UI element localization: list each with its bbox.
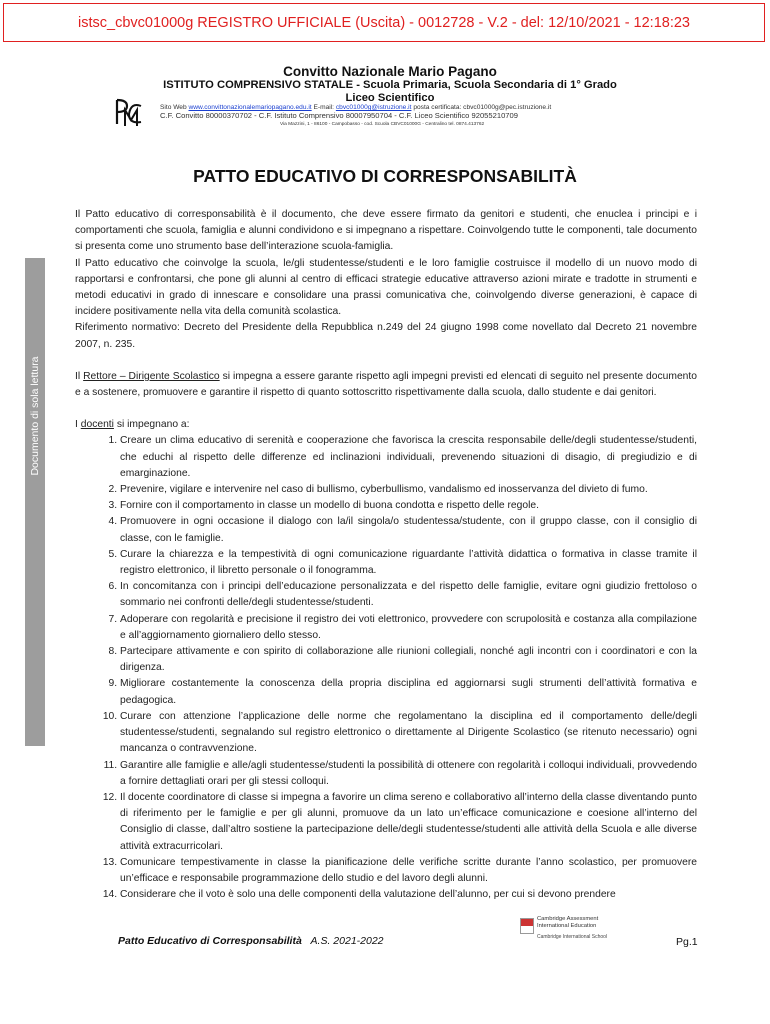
page-number: Pg.1: [676, 936, 698, 948]
docenti-role: docenti: [80, 419, 114, 431]
cambridge-shield-icon: [520, 918, 534, 934]
list-item: 7. Adoperare con regolarità e precisione il registro dei voti elettronico, provvedere con scrupolosità e costanza alla compilazione e all’aggiornamento giornaliero dello stesso.: [120, 612, 697, 644]
web-label: Sito Web: [160, 104, 187, 111]
protocol-stamp-text: istsc_cbvc01000g REGISTRO UFFICIALE (Uscita) - 0012728 - V.2 - del: 12/10/2021 - 12:18:23: [78, 14, 690, 31]
rettore-paragraph: Il Rettore – Dirigente Scolastico si impegna a essere garante rispetto agli impegni previsti ed elencati di seguito nel presente documento e a sostenere, promuovere e garantire il rispetto di quanto sottoscritto rispettivamente dalla scuola, dallo studente e dai genitori.: [75, 370, 697, 399]
docenti-commitments-list: [75, 433, 697, 903]
email-label: E-mail:: [313, 104, 335, 111]
list-item: 2. Prevenire, vigilare e intervenire nel caso di bullismo, cyberbullismo, vandalismo ed inosservanza del divieto di fumo.: [120, 482, 697, 498]
pec-text: posta certificata: cbvc01000g@pec.istruzione.it: [413, 104, 552, 111]
address-line: Via Mazzini, 1 - 86100 - Campobasso - cod. Scuola CBVC01000G - Centralino tel. 0874.413762: [280, 121, 485, 127]
list-item: 11. Garantire alle famiglie e alle/agli studentesse/studenti la possibilità di ottenere con regolarità i colloqui individuali, provvedendo a fornire dettagliati orari per gli stessi colloqui.: [120, 758, 697, 790]
list-item: 9. Migliorare costantemente la conoscenza della propria disciplina ed aggiornarsi sugli strumenti dell’attività formativa e pedagogica.: [120, 676, 697, 708]
footer-year: A.S. 2021-2022: [310, 935, 384, 947]
email-link[interactable]: cbvc01000g@istruzione.it: [335, 104, 412, 111]
document-body: [75, 207, 697, 903]
footer-title: [118, 935, 384, 947]
liceo-name: Liceo Scientifico: [345, 92, 435, 104]
list-item: 6. In concomitanza con i principi dell’educazione personalizzata e del rispetto delle famiglie, evitare ogni giudizio frettoloso o sommario nei confronti delle/degli studentesse/studenti.: [120, 579, 697, 611]
read-only-sidebar: [25, 258, 45, 746]
list-item: 14. Considerare che il voto è solo una delle componenti della valutazione dell’alunno, per cui si devono prendere: [120, 887, 697, 903]
letterhead: [110, 64, 670, 105]
intro-paragraph: Riferimento normativo: Decreto del Presidente della Repubblica n.249 del 24 giugno 1998 come novellato dal Decreto 21 novembre 2007, n. 235.: [75, 322, 697, 350]
footer-doc-name: Patto Educativo di Corresponsabilità: [118, 935, 302, 947]
cambridge-subtitle: Cambridge International School: [537, 934, 608, 940]
list-item: 3. Fornire con il comportamento in classe un modello di buona condotta e rispetto delle regole.: [120, 498, 697, 514]
document-title: PATTO EDUCATIVO DI CORRESPONSABILITÀ: [193, 166, 577, 186]
docenti-heading: I docenti si impegnano a:: [75, 419, 190, 431]
school-logo-icon: [111, 96, 147, 130]
rettore-role: Rettore – Dirigente Scolastico: [83, 370, 220, 382]
cambridge-logo: [520, 916, 630, 946]
read-only-label: Documento di sola lettura: [29, 356, 41, 476]
list-item: 12. Il docente coordinatore di classe si impegna a favorire un clima sereno e collaborativo all’interno della classe diventando punto di riferimento per le famiglie e per gli alunni, promuove da un lato un’efficace comunicazione e coesione all’interno del Consiglio di classe, dall’altro sostiene la partecipazione delle/degli studentesse/studenti alle attività della Scuola e alle diverse attività extracurricolari.: [120, 790, 697, 855]
list-item: 5. Curare la chiarezza e la tempestività di ogni comunicazione riguardante l’attività didattica o formativa in classe tramite il registro elettronico, il libretto personale o il fonogramma.: [120, 547, 697, 579]
list-item: 1. Creare un clima educativo di serenità e cooperazione che favorisca la crescita responsabile delle/degli studentesse/studenti, che educhi al rispetto delle differenze ed inclinazioni individuali, prevenendo situazioni di disagio, di pregiudizio e di emarginazione.: [120, 433, 697, 482]
cambridge-title: Cambridge Assessment International Education: [537, 916, 599, 929]
contact-info: [160, 104, 680, 129]
protocol-stamp: [3, 3, 765, 42]
intro-paragraph: Il Patto educativo di corresponsabilità è il documento, che deve essere firmato da genitori e studenti, che enuclea i principi e i comportamenti che scuola, famiglia e alunni condividono e si impegnano a rispettare. Coinvolgendo tutte le componenti, tale documento si presenta come uno strumento base dell’interazione scuola-famiglia.: [75, 209, 697, 253]
school-name: Convitto Nazionale Mario Pagano: [283, 64, 497, 79]
intro-paragraph: Il Patto educativo che coinvolge la scuola, le/gli studentesse/studenti e le loro famiglie costruisce il modello di un nuovo modo di rapportarsi e confrontarsi, che pone gli alunni al centro di efficaci strategie educative attraverso azioni mirate e tradotte in strumenti e metodi educativi in grado di innescare e consolidare una prassi comunicativa che, coinvolgendo diverse generazioni, è capace di incidere positivamente nella vita della comunità scolastica.: [75, 257, 697, 318]
list-item: 8. Partecipare attivamente e con spirito di collaborazione alle riunioni collegiali, nonché agli incontri con i coordinatori e con la dirigenza.: [120, 644, 697, 676]
website-link[interactable]: www.convittonazionalemariopagano.edu.it: [188, 104, 312, 111]
institute-name: ISTITUTO COMPRENSIVO STATALE - Scuola Primaria, Scuola Secondaria di 1° Grado: [163, 79, 617, 91]
fiscal-codes: C.F. Convitto 80000370702 - C.F. Istituto Comprensivo 80007950704 - C.F. Liceo Scientifico 92055210709: [160, 111, 518, 121]
list-item: 13. Comunicare tempestivamente in classe la pianificazione delle verifiche scritte durante l’anno scolastico, per promuovere un’efficace e responsabile programmazione dello studio e del lavoro degli alunni.: [120, 855, 697, 887]
list-item: 4. Promuovere in ogni occasione il dialogo con la/il singola/o studentessa/studente, con il gruppo classe, con il consiglio di classe, con le famiglie.: [120, 514, 697, 546]
list-item: 10. Curare con attenzione l’applicazione delle norme che regolamentano la disciplina ed il comportamento delle/degli studentesse/studenti, segnalando sul registro elettronico o direttamente al Dirigente Scolastico (se ritenuto necessario) ogni mancanza o contravvenzione.: [120, 709, 697, 758]
